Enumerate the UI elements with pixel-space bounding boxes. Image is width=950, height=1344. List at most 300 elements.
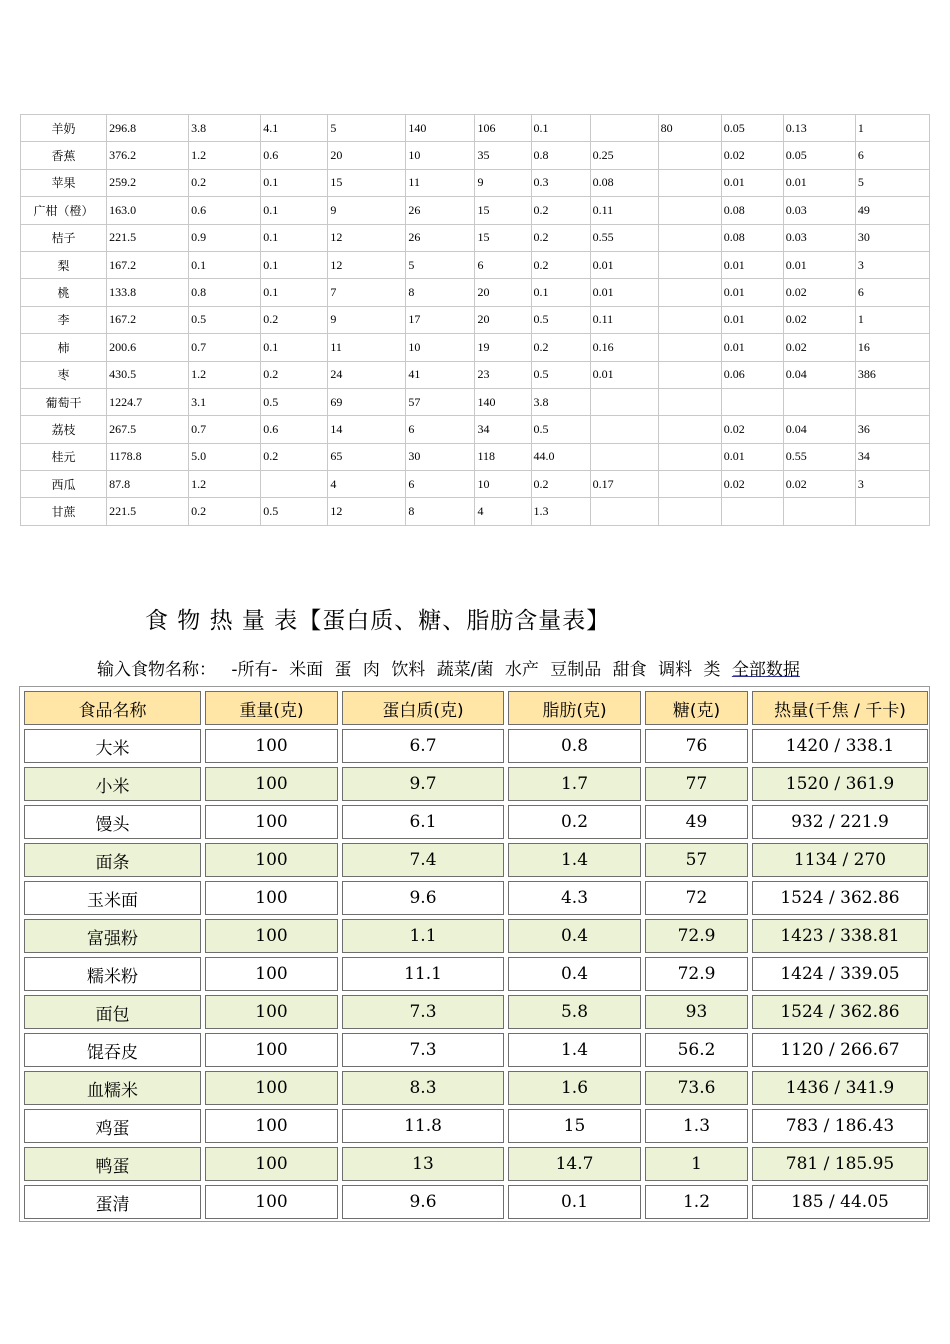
- nutrition-value-cell: 100: [205, 805, 338, 839]
- fruit-value-cell: 1224.7: [107, 388, 189, 415]
- fruit-value-cell: 41: [406, 361, 475, 388]
- nutrition-table-body: [24, 691, 928, 1219]
- nutrition-value-cell: 1120 / 266.67: [752, 1033, 928, 1067]
- fruit-value-cell: 11: [406, 169, 475, 196]
- fruit-value-cell: 6: [406, 471, 475, 498]
- nutrition-header-row: [24, 691, 928, 725]
- nutrition-value-cell: 7.3: [342, 995, 504, 1029]
- fruit-row: [21, 334, 930, 361]
- food-name-cell: 馒头: [24, 805, 201, 839]
- nutrition-value-cell: 9.7: [342, 767, 504, 801]
- fruit-value-cell: 140: [475, 388, 531, 415]
- fruit-value-cell: 0.01: [590, 279, 658, 306]
- fruit-value-cell: 0.9: [189, 224, 261, 251]
- fruit-value-cell: 0.1: [261, 224, 328, 251]
- nutrition-value-cell: 1420 / 338.1: [752, 729, 928, 763]
- fruit-value-cell: 5: [406, 251, 475, 278]
- fruit-value-cell: [658, 471, 721, 498]
- fruit-value-cell: 0.02: [721, 142, 783, 169]
- food-name-cell: 鸭蛋: [24, 1147, 201, 1181]
- fruit-value-cell: 0.3: [531, 169, 590, 196]
- fruit-value-cell: 11: [328, 334, 406, 361]
- fruit-value-cell: 20: [475, 306, 531, 333]
- nutrition-value-cell: 6.7: [342, 729, 504, 763]
- fruit-value-cell: [721, 388, 783, 415]
- fruit-value-cell: 8: [406, 498, 475, 525]
- fruit-value-cell: 4.1: [261, 115, 328, 142]
- fruit-value-cell: [658, 306, 721, 333]
- food-name-cell: 馄吞皮: [24, 1033, 201, 1067]
- fruit-value-cell: 12: [328, 224, 406, 251]
- fruit-value-cell: [658, 361, 721, 388]
- nutrition-value-cell: 100: [205, 767, 338, 801]
- fruit-value-cell: 0.2: [261, 361, 328, 388]
- fruit-value-cell: 0.25: [590, 142, 658, 169]
- fruit-value-cell: 3.1: [189, 388, 261, 415]
- fruit-value-cell: 17: [406, 306, 475, 333]
- fruit-value-cell: 12: [328, 498, 406, 525]
- nutrition-row: [24, 1033, 928, 1067]
- nutrition-value-cell: 1520 / 361.9: [752, 767, 928, 801]
- fruit-value-cell: 0.8: [189, 279, 261, 306]
- fruit-value-cell: 0.7: [189, 334, 261, 361]
- fruit-value-cell: 16: [855, 334, 929, 361]
- fruit-value-cell: 0.17: [590, 471, 658, 498]
- nutrition-value-cell: 1424 / 339.05: [752, 957, 928, 991]
- fruit-value-cell: 0.02: [721, 471, 783, 498]
- fruit-value-cell: 0.02: [783, 334, 855, 361]
- page-title: 食 物 热 量 表【蛋白质、糖、脂肪含量表】: [145, 608, 611, 634]
- nutrition-value-cell: 72.9: [645, 957, 748, 991]
- fruit-value-cell: [658, 197, 721, 224]
- nutrition-value-cell: 4.3: [508, 881, 641, 915]
- nutrition-value-cell: 57: [645, 843, 748, 877]
- fruit-value-cell: 0.1: [261, 251, 328, 278]
- food-name-cell: 鸡蛋: [24, 1109, 201, 1143]
- fruit-value-cell: 163.0: [107, 197, 189, 224]
- nutrition-value-cell: 93: [645, 995, 748, 1029]
- fruit-value-cell: 0.08: [590, 169, 658, 196]
- nutrition-value-cell: 0.2: [508, 805, 641, 839]
- nutrition-value-cell: 100: [205, 1071, 338, 1105]
- fruit-value-cell: 0.02: [783, 306, 855, 333]
- fruit-value-cell: 0.2: [531, 334, 590, 361]
- fruit-nutrient-table: [20, 114, 930, 526]
- nutrition-row: [24, 767, 928, 801]
- fruit-value-cell: 9: [475, 169, 531, 196]
- fruit-value-cell: 3: [855, 251, 929, 278]
- food-name-cell: 糯米粉: [24, 957, 201, 991]
- fruit-value-cell: 0.1: [261, 279, 328, 306]
- fruit-value-cell: 15: [475, 224, 531, 251]
- nutrition-value-cell: 13: [342, 1147, 504, 1181]
- filter-rice-flour[interactable]: 米面: [289, 660, 324, 680]
- fruit-value-cell: [721, 498, 783, 525]
- fruit-value-cell: 10: [475, 471, 531, 498]
- filter-category[interactable]: 类: [703, 660, 721, 680]
- fruit-value-cell: 1.2: [189, 142, 261, 169]
- filter-egg[interactable]: 蛋: [334, 660, 352, 680]
- nutrition-row: [24, 1071, 928, 1105]
- fruit-value-cell: 49: [855, 197, 929, 224]
- fruit-value-cell: 0.1: [531, 115, 590, 142]
- fruit-value-cell: 10: [406, 142, 475, 169]
- fruit-value-cell: 0.02: [721, 416, 783, 443]
- fruit-value-cell: 0.5: [531, 416, 590, 443]
- fruit-value-cell: 80: [658, 115, 721, 142]
- nutrition-value-cell: 9.6: [342, 1185, 504, 1219]
- fruit-value-cell: 34: [855, 443, 929, 470]
- nutrition-value-cell: 49: [645, 805, 748, 839]
- fruit-name-cell: 苹果: [21, 169, 107, 196]
- fruit-value-cell: 0.04: [783, 416, 855, 443]
- fruit-value-cell: 0.01: [721, 279, 783, 306]
- nutrition-value-cell: 0.4: [508, 957, 641, 991]
- fruit-value-cell: 0.7: [189, 416, 261, 443]
- fruit-value-cell: 19: [475, 334, 531, 361]
- fruit-value-cell: 1.2: [189, 361, 261, 388]
- fruit-value-cell: 0.6: [261, 416, 328, 443]
- fruit-value-cell: [658, 416, 721, 443]
- fruit-value-cell: 0.2: [189, 498, 261, 525]
- fruit-value-cell: 376.2: [107, 142, 189, 169]
- fruit-value-cell: 0.1: [261, 197, 328, 224]
- fruit-value-cell: 0.01: [590, 251, 658, 278]
- fruit-value-cell: 26: [406, 224, 475, 251]
- fruit-value-cell: 12: [328, 251, 406, 278]
- fruit-row: [21, 306, 930, 333]
- fruit-value-cell: 87.8: [107, 471, 189, 498]
- fruit-value-cell: 0.16: [590, 334, 658, 361]
- fruit-value-cell: 0.2: [531, 197, 590, 224]
- fruit-value-cell: 5.0: [189, 443, 261, 470]
- food-name-cell: 富强粉: [24, 919, 201, 953]
- fruit-value-cell: 0.5: [531, 306, 590, 333]
- fruit-row: [21, 224, 930, 251]
- fruit-name-cell: 广柑（橙）: [21, 197, 107, 224]
- fruit-value-cell: [261, 471, 328, 498]
- nutrition-value-cell: 1.7: [508, 767, 641, 801]
- food-name-cell: 小米: [24, 767, 201, 801]
- filter-seafood[interactable]: 水产: [504, 660, 539, 680]
- nutrition-value-cell: 100: [205, 843, 338, 877]
- nutrition-value-cell: 7.4: [342, 843, 504, 877]
- fruit-value-cell: 10: [406, 334, 475, 361]
- fruit-value-cell: [658, 169, 721, 196]
- nutrition-value-cell: 100: [205, 1033, 338, 1067]
- fruit-value-cell: 0.2: [189, 169, 261, 196]
- fruit-name-cell: 梨: [21, 251, 107, 278]
- fruit-value-cell: 0.04: [783, 361, 855, 388]
- fruit-value-cell: 3.8: [189, 115, 261, 142]
- fruit-value-cell: 0.5: [189, 306, 261, 333]
- fruit-value-cell: 36: [855, 416, 929, 443]
- fruit-name-cell: 香蕉: [21, 142, 107, 169]
- column-header: 蛋白质(克): [342, 691, 504, 725]
- fruit-value-cell: 44.0: [531, 443, 590, 470]
- nutrition-value-cell: 0.1: [508, 1185, 641, 1219]
- fruit-value-cell: 0.5: [261, 498, 328, 525]
- fruit-row: [21, 279, 930, 306]
- food-filter-bar: [97, 655, 806, 680]
- nutrition-value-cell: 100: [205, 1185, 338, 1219]
- fruit-name-cell: 西瓜: [21, 471, 107, 498]
- fruit-value-cell: 0.01: [783, 169, 855, 196]
- nutrition-row: [24, 1185, 928, 1219]
- fruit-value-cell: 4: [475, 498, 531, 525]
- fruit-value-cell: 0.11: [590, 306, 658, 333]
- fruit-value-cell: [658, 224, 721, 251]
- nutrition-value-cell: 11.1: [342, 957, 504, 991]
- fruit-value-cell: 0.13: [783, 115, 855, 142]
- nutrition-value-cell: 11.8: [342, 1109, 504, 1143]
- nutrition-value-cell: 100: [205, 957, 338, 991]
- fruit-value-cell: 0.11: [590, 197, 658, 224]
- fruit-value-cell: 167.2: [107, 306, 189, 333]
- fruit-value-cell: 0.02: [783, 471, 855, 498]
- fruit-value-cell: 0.6: [189, 197, 261, 224]
- all-data-link[interactable]: 全部数据: [731, 660, 800, 680]
- fruit-value-cell: 23: [475, 361, 531, 388]
- fruit-value-cell: 0.1: [261, 169, 328, 196]
- fruit-value-cell: 20: [328, 142, 406, 169]
- food-name-cell: 大米: [24, 729, 201, 763]
- fruit-name-cell: 羊奶: [21, 115, 107, 142]
- nutrition-value-cell: 781 / 185.95: [752, 1147, 928, 1181]
- nutrition-row: [24, 1147, 928, 1181]
- fruit-value-cell: 5: [328, 115, 406, 142]
- fruit-value-cell: 221.5: [107, 498, 189, 525]
- fruit-value-cell: 0.05: [783, 142, 855, 169]
- nutrition-value-cell: 72.9: [645, 919, 748, 953]
- fruit-value-cell: [658, 443, 721, 470]
- fruit-value-cell: 106: [475, 115, 531, 142]
- fruit-row: [21, 471, 930, 498]
- fruit-value-cell: 133.8: [107, 279, 189, 306]
- nutrition-value-cell: 1.3: [645, 1109, 748, 1143]
- filter-vegetables[interactable]: 蔬菜/菌: [436, 660, 494, 680]
- fruit-value-cell: 5: [855, 169, 929, 196]
- fruit-value-cell: 57: [406, 388, 475, 415]
- nutrition-value-cell: 8.3: [342, 1071, 504, 1105]
- fruit-value-cell: 167.2: [107, 251, 189, 278]
- fruit-value-cell: 30: [406, 443, 475, 470]
- fruit-value-cell: [783, 388, 855, 415]
- nutrition-value-cell: 185 / 44.05: [752, 1185, 928, 1219]
- fruit-value-cell: 15: [328, 169, 406, 196]
- fruit-name-cell: 桂元: [21, 443, 107, 470]
- nutrition-value-cell: 1.4: [508, 1033, 641, 1067]
- fruit-name-cell: 枣: [21, 361, 107, 388]
- nutrition-value-cell: 9.6: [342, 881, 504, 915]
- fruit-value-cell: 118: [475, 443, 531, 470]
- fruit-value-cell: 267.5: [107, 416, 189, 443]
- fruit-value-cell: 34: [475, 416, 531, 443]
- fruit-value-cell: [855, 388, 929, 415]
- fruit-value-cell: 430.5: [107, 361, 189, 388]
- nutrition-value-cell: 76: [645, 729, 748, 763]
- fruit-value-cell: [658, 388, 721, 415]
- fruit-value-cell: 3: [855, 471, 929, 498]
- nutrition-value-cell: 6.1: [342, 805, 504, 839]
- fruit-value-cell: 0.01: [721, 306, 783, 333]
- fruit-value-cell: 0.2: [261, 443, 328, 470]
- nutrition-value-cell: 1423 / 338.81: [752, 919, 928, 953]
- fruit-row: [21, 142, 930, 169]
- fruit-value-cell: 7: [328, 279, 406, 306]
- fruit-value-cell: 1: [855, 306, 929, 333]
- nutrition-value-cell: 15: [508, 1109, 641, 1143]
- fruit-value-cell: 35: [475, 142, 531, 169]
- fruit-value-cell: 0.05: [721, 115, 783, 142]
- filter-drinks[interactable]: 饮料: [391, 660, 426, 680]
- nutrition-value-cell: 783 / 186.43: [752, 1109, 928, 1143]
- column-header: 脂肪(克): [508, 691, 641, 725]
- food-name-cell: 面条: [24, 843, 201, 877]
- filter-label: 输入食物名称：: [97, 660, 216, 680]
- column-header: 热量(千焦 / 千卡): [752, 691, 928, 725]
- filter-sweets[interactable]: 甜食: [612, 660, 647, 680]
- column-header: 糖(克): [645, 691, 748, 725]
- fruit-value-cell: 3.8: [531, 388, 590, 415]
- fruit-value-cell: 69: [328, 388, 406, 415]
- food-name-cell: 玉米面: [24, 881, 201, 915]
- fruit-value-cell: [590, 115, 658, 142]
- fruit-value-cell: 0.2: [531, 471, 590, 498]
- fruit-value-cell: 0.5: [531, 361, 590, 388]
- food-name-cell: 血糯米: [24, 1071, 201, 1105]
- fruit-value-cell: [590, 416, 658, 443]
- fruit-value-cell: 0.01: [721, 443, 783, 470]
- fruit-value-cell: 0.08: [721, 197, 783, 224]
- fruit-value-cell: 15: [475, 197, 531, 224]
- nutrition-value-cell: 100: [205, 729, 338, 763]
- fruit-value-cell: [658, 251, 721, 278]
- fruit-value-cell: 26: [406, 197, 475, 224]
- fruit-value-cell: 0.2: [531, 251, 590, 278]
- fruit-value-cell: 0.08: [721, 224, 783, 251]
- nutrition-value-cell: 72: [645, 881, 748, 915]
- fruit-value-cell: [658, 334, 721, 361]
- fruit-value-cell: 20: [475, 279, 531, 306]
- fruit-value-cell: 0.01: [721, 169, 783, 196]
- fruit-value-cell: 0.1: [531, 279, 590, 306]
- nutrition-value-cell: 0.8: [508, 729, 641, 763]
- nutrition-value-cell: 1.2: [645, 1185, 748, 1219]
- fruit-row: [21, 169, 930, 196]
- filter-seasoning[interactable]: 调料: [658, 660, 693, 680]
- nutrition-value-cell: 77: [645, 767, 748, 801]
- fruit-value-cell: 14: [328, 416, 406, 443]
- fruit-value-cell: 0.2: [261, 306, 328, 333]
- filter-meat[interactable]: 肉: [362, 660, 380, 680]
- nutrition-row: [24, 843, 928, 877]
- fruit-row: [21, 361, 930, 388]
- fruit-name-cell: 柿: [21, 334, 107, 361]
- fruit-value-cell: 140: [406, 115, 475, 142]
- fruit-value-cell: 296.8: [107, 115, 189, 142]
- fruit-name-cell: 葡萄干: [21, 388, 107, 415]
- nutrition-value-cell: 932 / 221.9: [752, 805, 928, 839]
- fruit-value-cell: 1178.8: [107, 443, 189, 470]
- fruit-name-cell: 李: [21, 306, 107, 333]
- fruit-value-cell: 259.2: [107, 169, 189, 196]
- nutrition-value-cell: 0.4: [508, 919, 641, 953]
- fruit-value-cell: 8: [406, 279, 475, 306]
- nutrition-value-cell: 100: [205, 1147, 338, 1181]
- nutrition-value-cell: 100: [205, 881, 338, 915]
- column-header: 重量(克): [205, 691, 338, 725]
- fruit-value-cell: [590, 443, 658, 470]
- fruit-value-cell: 0.2: [531, 224, 590, 251]
- filter-soy[interactable]: 豆制品: [550, 660, 602, 680]
- fruit-value-cell: [590, 498, 658, 525]
- fruit-value-cell: 221.5: [107, 224, 189, 251]
- fruit-value-cell: 386: [855, 361, 929, 388]
- fruit-value-cell: 6: [406, 416, 475, 443]
- nutrition-value-cell: 1.6: [508, 1071, 641, 1105]
- fruit-value-cell: 0.03: [783, 224, 855, 251]
- fruit-value-cell: 0.8: [531, 142, 590, 169]
- fruit-value-cell: [590, 388, 658, 415]
- nutrition-row: [24, 881, 928, 915]
- nutrition-value-cell: 1436 / 341.9: [752, 1071, 928, 1105]
- fruit-value-cell: 0.55: [590, 224, 658, 251]
- fruit-value-cell: [658, 279, 721, 306]
- fruit-value-cell: 0.1: [189, 251, 261, 278]
- fruit-value-cell: 0.02: [783, 279, 855, 306]
- fruit-value-cell: 9: [328, 197, 406, 224]
- filter-all[interactable]: -所有-: [231, 660, 278, 680]
- nutrition-value-cell: 1524 / 362.86: [752, 995, 928, 1029]
- nutrition-value-cell: 56.2: [645, 1033, 748, 1067]
- fruit-row: [21, 416, 930, 443]
- fruit-value-cell: [658, 142, 721, 169]
- nutrition-value-cell: 100: [205, 995, 338, 1029]
- fruit-value-cell: [783, 498, 855, 525]
- fruit-value-cell: 9: [328, 306, 406, 333]
- nutrition-row: [24, 957, 928, 991]
- fruit-row: [21, 443, 930, 470]
- nutrition-value-cell: 14.7: [508, 1147, 641, 1181]
- fruit-row: [21, 251, 930, 278]
- nutrition-row: [24, 729, 928, 763]
- nutrition-value-cell: 73.6: [645, 1071, 748, 1105]
- nutrition-value-cell: 1134 / 270: [752, 843, 928, 877]
- fruit-name-cell: 桃: [21, 279, 107, 306]
- food-name-cell: 面包: [24, 995, 201, 1029]
- fruit-value-cell: 0.55: [783, 443, 855, 470]
- nutrition-value-cell: 1524 / 362.86: [752, 881, 928, 915]
- food-name-cell: 蛋清: [24, 1185, 201, 1219]
- fruit-value-cell: 6: [855, 279, 929, 306]
- fruit-row: [21, 498, 930, 525]
- fruit-value-cell: 0.5: [261, 388, 328, 415]
- fruit-name-cell: 荔枝: [21, 416, 107, 443]
- fruit-name-cell: 桔子: [21, 224, 107, 251]
- fruit-value-cell: 1.2: [189, 471, 261, 498]
- nutrition-value-cell: 100: [205, 919, 338, 953]
- fruit-value-cell: 1.3: [531, 498, 590, 525]
- fruit-value-cell: 65: [328, 443, 406, 470]
- fruit-value-cell: 1: [855, 115, 929, 142]
- fruit-value-cell: 0.01: [590, 361, 658, 388]
- column-header: 食品名称: [24, 691, 201, 725]
- fruit-value-cell: 24: [328, 361, 406, 388]
- fruit-value-cell: 0.6: [261, 142, 328, 169]
- nutrition-table: [20, 687, 932, 1223]
- nutrition-value-cell: 7.3: [342, 1033, 504, 1067]
